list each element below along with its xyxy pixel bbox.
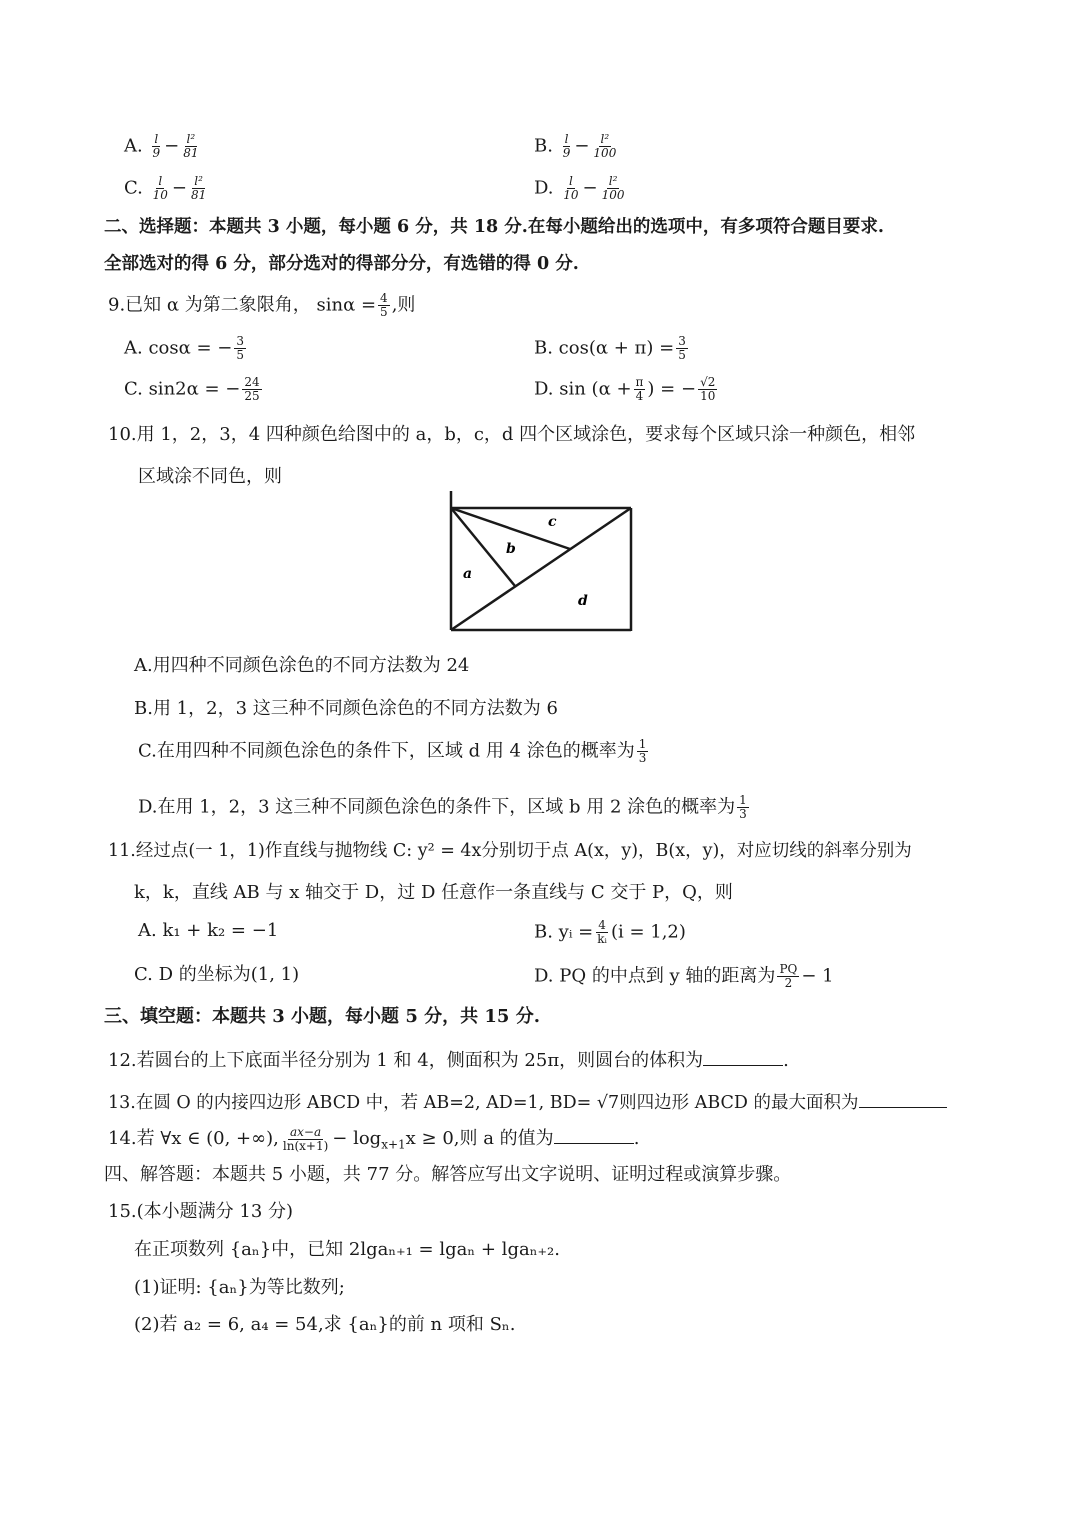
q11-option-a: A. k₁ + k₂ = −1 — [138, 920, 279, 941]
q12-answer-blank[interactable] — [703, 1047, 783, 1066]
q10-option-a: A.用四种不同颜色涂色的不同方法数为 24 — [134, 655, 470, 676]
q15-part1: (1)证明: {aₙ}为等比数列; — [134, 1277, 345, 1298]
region-a-label: a — [463, 566, 473, 582]
q9-option-d: D. sin (α + $\frac{\pi}{4}$ ) = − $\frac{√2}{10}$ — [534, 375, 716, 403]
q14-answer-blank[interactable] — [554, 1125, 634, 1144]
q8-option-c: C. $\frac{l}{10}$ − $\frac{\text{l²}}{81}$ — [124, 174, 207, 202]
q15-heading: 15.(本小题满分 13 分) — [108, 1201, 294, 1222]
region-c-label: c — [548, 514, 557, 530]
section2-instructions: 全部选对的得 6 分，部分选对的得部分分，有选错的得 0 分. — [104, 254, 579, 274]
q15-stem: 在正项数列 {aₙ}中，已知 2lgaₙ₊₁ = lgaₙ + lgaₙ₊₂. — [134, 1239, 560, 1260]
q10-option-b: B.用 1，2，3 这三种不同颜色涂色的不同方法数为 6 — [134, 698, 558, 719]
q9-option-a: A. cosα = − $\frac{3}{5}$ — [124, 334, 245, 362]
q11-option-c: C. D 的坐标为(1, 1) — [134, 964, 300, 985]
q10-stem-line1: 10.用 1，2，3，4 四种颜色给图中的 a，b，c，d 四个区域涂色，要求每个区域只涂一种颜色，相邻 — [108, 424, 916, 445]
q10-option-c: C.在用四种不同颜色涂色的条件下，区域 d 用 4 涂色的概率为 $\frac{1}{3}$ — [138, 737, 647, 765]
q11-stem-line1: 11.经过点(一 1，1)作直线与抛物线 C: y² = 4x分别切于点 A(x，y)，B(x，y)，对应切线的斜率分别为 — [108, 841, 912, 861]
q11-option-d: D. PQ 的中点到 y 轴的距离为 $\frac{PQ}{2}$ − 1 — [534, 962, 834, 990]
q10-stem-line2: 区域涂不同色，则 — [138, 466, 282, 487]
q11-option-b: B. yᵢ = $\frac{4}{\text{kᵢ}}$ (i = 1,2) — [534, 918, 686, 946]
region-d-label: d — [578, 593, 588, 609]
q10-option-d: D.在用 1，2，3 这三种不同颜色涂色的条件下，区域 b 用 2 涂色的概率为 $\frac{1}{3}$ — [138, 793, 747, 821]
section3-heading: 三、填空题：本题共 3 小题，每小题 5 分，共 15 分. — [104, 1006, 540, 1027]
q13-answer-blank[interactable] — [859, 1089, 947, 1108]
q8-option-a: A. $\frac{l}{9}$ − $\frac{\text{l²}}{81}$ — [124, 132, 199, 160]
q11-stem-line2: k，k，直线 AB 与 x 轴交于 D，过 D 任意作一条直线与 C 交于 P，Q，则 — [134, 882, 733, 903]
q8-option-d: D. $\frac{l}{10}$ − $\frac{\text{l²}}{100}$ — [534, 174, 625, 202]
q15-part2: (2)若 a₂ = 6, a₄ = 54,求 {aₙ}的前 n 项和 Sₙ. — [134, 1314, 516, 1335]
q10-figure — [440, 488, 640, 638]
q9-stem: 9.已知 α 为第二象限角， sinα = $\frac{4}{5}$ ,则 — [108, 291, 416, 319]
q12-text: 12.若圆台的上下底面半径分别为 1 和 4，侧面积为 25π，则圆台的体积为 . — [108, 1047, 789, 1073]
q8-option-b: B. $\frac{l}{9}$ − $\frac{\text{l²}}{100}$ — [534, 132, 617, 160]
q9-option-b: B. cos(α + π) = $\frac{3}{5}$ — [534, 334, 686, 362]
q9-option-c: C. sin2α = − $\frac{24}{25}$ — [124, 375, 260, 403]
q14-text: 14.若 ∀x ∈ (0, +∞), $\frac{ax-a}{\ln(x+1)}$ − $\log_{x+1}x \ge 0$,则 a 的值为 . — [108, 1124, 640, 1153]
section2-heading: 二、选择题：本题共 3 小题，每小题 6 分，共 18 分.在每小题给出的选项中，有多项符合题目要求. — [104, 217, 884, 237]
section4-heading: 四、解答题：本题共 5 小题，共 77 分。解答应写出文字说明、证明过程或演算步骤。 — [104, 1164, 792, 1185]
q13-text: 13.在圆 O 的内接四边形 ABCD 中，若 AB=2, AD=1, BD= √7则四边形 ABCD 的最大面积为 — [108, 1089, 947, 1115]
q10-figure-lines — [451, 491, 631, 631]
region-b-label: b — [506, 541, 516, 557]
